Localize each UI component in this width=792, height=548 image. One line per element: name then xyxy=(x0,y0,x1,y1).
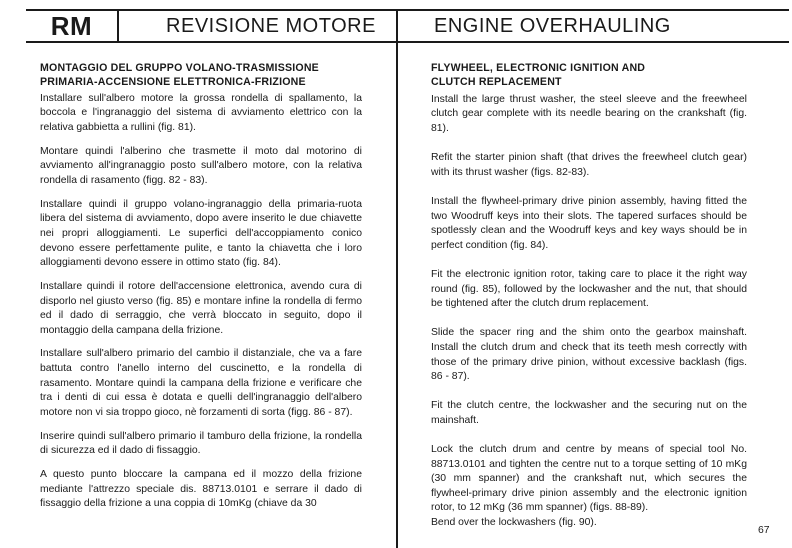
section-code: RM xyxy=(50,11,93,41)
italian-paragraph: Installare quindi il gruppo volano-ingranaggio della primaria-ruota libera del sistema di avviamento, dopo avere inserito le due chiavette nei propri alloggiamenti. Le superfici dell'accoppiamento conico devono essere perfettamente pulite, e tanto la chiavetta che i loro alloggiamenti devono essere in ottimo stato (fig. 84). xyxy=(40,198,362,269)
italian-paragraph: A questo punto bloccare la campana ed il mozzo della frizione mediante l'attrezzo speciale dis. 88713.0101 e serrare il dado di fissaggio della frizione a una coppia di 10mKg (chiave da 30 xyxy=(40,469,362,510)
english-paragraph: Bend over the lockwashers (fig. 90). xyxy=(431,517,597,529)
page-number: 67 xyxy=(758,525,770,536)
italian-paragraph: Installare sull'albero primario del cambio il distanziale, che va a fare battuta contro l'anello interno del cuscinetto, e la rondella di rasamento. Montare quindi la campana della frizione e verificare che tra i denti di cui essa è dotata e quelli dell'ingranaggio dell'albero motore non vi sia troppo gioco, nè forzamenti di sorta (figg. 86 - 87). xyxy=(40,348,362,418)
italian-paragraph: Montare quindi l'alberino che trasmette il moto dal motorino di avviamento all'ingranaggio posto sull'albero motore, con la relativa rondella di rasamento (figg. 82 - 83). xyxy=(40,145,362,186)
english-paragraph: Install the large thrust washer, the steel sleeve and the freewheel clutch gear complete with its needle bearing on the crankshaft (fig. 81). xyxy=(431,93,747,134)
english-paragraph: Lock the clutch drum and centre by means of special tool No. 88713.0101 and tighten the centre nut to a torque setting of 10 mKg (30 mm spanner) and the crankshaft nut, which secures the flywheel-primary drive pinion assembly and the electronic ignition rotor, to 12 mKg (36 mm spanner) (figs. 88-89). xyxy=(431,444,747,514)
italian-heading-line-1: MONTAGGIO DEL GRUPPO VOLANO-TRASMISSIONE xyxy=(40,62,319,74)
italian-heading xyxy=(40,61,362,90)
italian-paragraph: Installare sull'albero motore la grossa rondella di spallamento, la boccola e l'ingranaggio del sistema di avviamento elettrico con la relativa gabbietta a rullini (fig. 81). xyxy=(40,92,362,133)
section-code-box xyxy=(26,11,119,41)
title-english: ENGINE OVERHAULING xyxy=(434,15,671,37)
page-header xyxy=(26,9,789,43)
english-heading-line-2: CLUTCH REPLACEMENT xyxy=(431,76,562,89)
english-heading xyxy=(431,61,747,90)
english-paragraph: Fit the clutch centre, the lockwasher and the securing nut on the mainshaft. xyxy=(431,400,747,426)
italian-heading-line-2: PRIMARIA-ACCENSIONE ELETTRONICA-FRIZIONE xyxy=(40,76,306,89)
english-paragraph: Install the flywheel-primary drive pinion assembly, having fitted the two Woodruff keys into their slots. The tapered surfaces should be spotlessly clean and the Woodruff keys and key ways should be in perfect condition (fig. 84). xyxy=(431,195,747,251)
english-column xyxy=(431,61,747,531)
italian-column xyxy=(40,61,362,521)
title-italian: REVISIONE MOTORE xyxy=(166,15,376,37)
column-divider xyxy=(396,9,398,548)
italian-paragraph: Installare quindi il rotore dell'accensione elettronica, avendo cura di disporlo nel giusto verso (fig. 85) e montare infine la rondella di fermo ed il dado di serraggio, che verrà bloccato in seguito, dopo il montaggio della campana della frizione. xyxy=(40,280,362,336)
english-paragraph: Slide the spacer ring and the shim onto the gearbox mainshaft. Install the clutch drum and check that its teeth mesh correctly with those of the primary drive pinion, without excessive backlash (figs. 86 - 87). xyxy=(431,327,747,383)
english-heading-line-1: FLYWHEEL, ELECTRONIC IGNITION AND xyxy=(431,62,646,74)
english-paragraph: Fit the electronic ignition rotor, taking care to place it the right way round (fig. 85), followed by the lockwasher and the nut, that should be tightened after the clutch drum replacement. xyxy=(431,268,747,310)
english-paragraph: Refit the starter pinion shaft (that drives the freewheel clutch gear) with its thrust washer (figs. 82-83). xyxy=(431,152,747,178)
italian-paragraph: Inserire quindi sull'albero primario il tamburo della frizione, la rondella di sicurezza ed il dado di fissaggio. xyxy=(40,430,362,457)
